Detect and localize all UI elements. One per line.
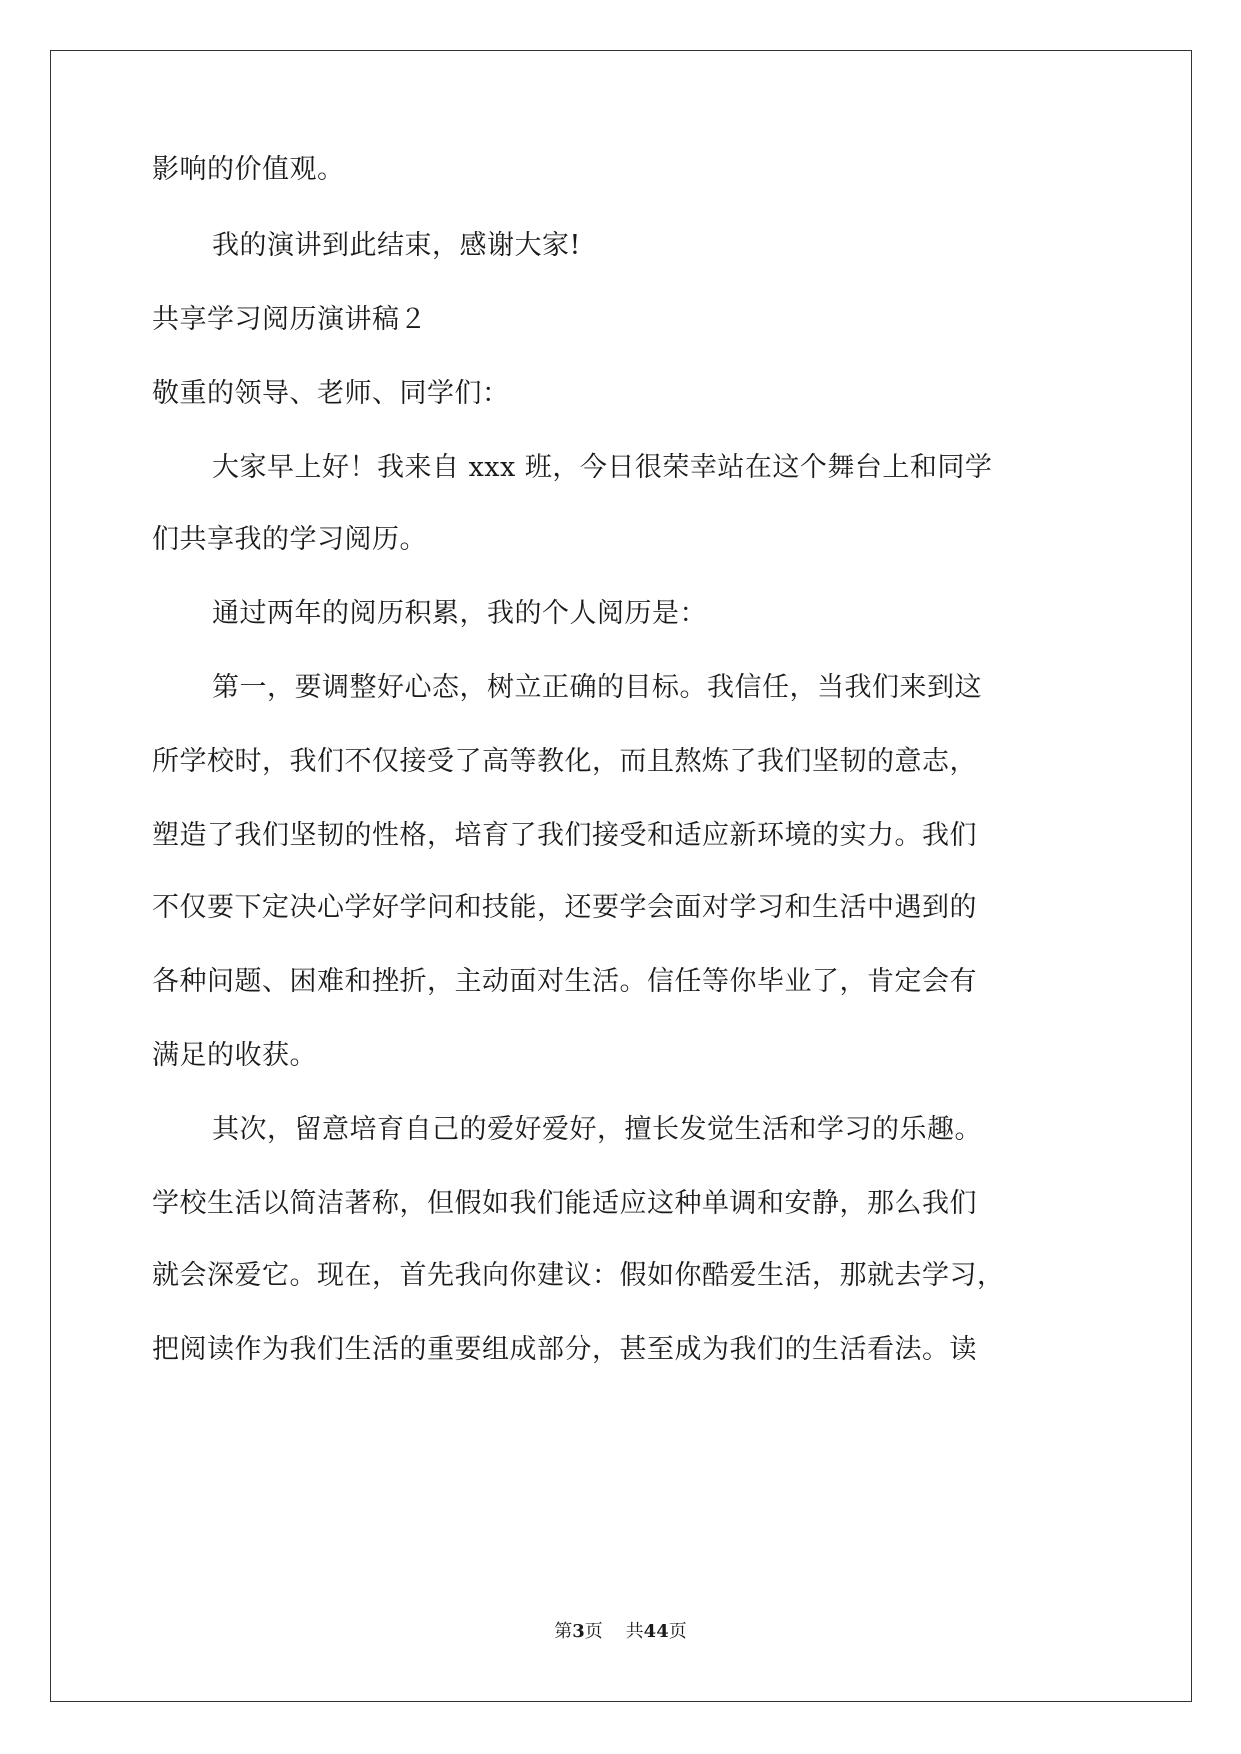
page-prefix: 第 xyxy=(554,1621,573,1642)
text-line: 各种问题、困难和挫折，主动面对生活。信任等你毕业了，肯定会有 xyxy=(152,966,977,997)
text-line: 就会深爱它。现在，首先我向你建议：假如你酷爱生活，那就去学习， xyxy=(152,1260,1005,1291)
text-line: 不仅要下定决心学好学问和技能，还要学会面对学习和生活中遇到的 xyxy=(152,892,977,923)
total-prefix: 共 xyxy=(625,1621,644,1642)
page-footer xyxy=(0,1620,1241,1644)
text-line: 其次，留意培育自己的爱好爱好，擅长发觉生活和学习的乐趣。 xyxy=(212,1114,982,1145)
total-suffix: 页 xyxy=(668,1621,687,1642)
text-line: 学校生活以简洁著称，但假如我们能适应这种单调和安静，那么我们 xyxy=(152,1188,977,1219)
text-line: 塑造了我们坚韧的性格，培育了我们接受和适应新环境的实力。我们 xyxy=(152,820,977,851)
text-line: 大家早上好！我来自 xxx 班，今日很荣幸站在这个舞台上和同学 xyxy=(212,452,993,483)
text-line: 影响的价值观。 xyxy=(152,154,345,185)
text-line: 们共享我的学习阅历。 xyxy=(152,524,427,555)
salutation: 敬重的领导、老师、同学们： xyxy=(152,378,510,409)
text-line: 满足的收获。 xyxy=(152,1040,317,1071)
total-pages: 44 xyxy=(643,1621,669,1642)
text-line: 第一，要调整好心态，树立正确的目标。我信任，当我们来到这 xyxy=(212,672,982,703)
page-number: 3 xyxy=(572,1621,585,1642)
text-line: 我的演讲到此结束，感谢大家! xyxy=(212,230,581,261)
text-line: 把阅读作为我们生活的重要组成部分，甚至成为我们的生活看法。读 xyxy=(152,1334,977,1365)
page-border xyxy=(50,50,1192,1702)
text-line: 通过两年的阅历积累，我的个人阅历是： xyxy=(212,598,707,629)
page-suffix: 页 xyxy=(584,1621,603,1642)
text-line: 所学校时，我们不仅接受了高等教化，而且熬炼了我们坚韧的意志， xyxy=(152,746,977,777)
section-heading: 共享学习阅历演讲稿２ xyxy=(152,304,427,335)
